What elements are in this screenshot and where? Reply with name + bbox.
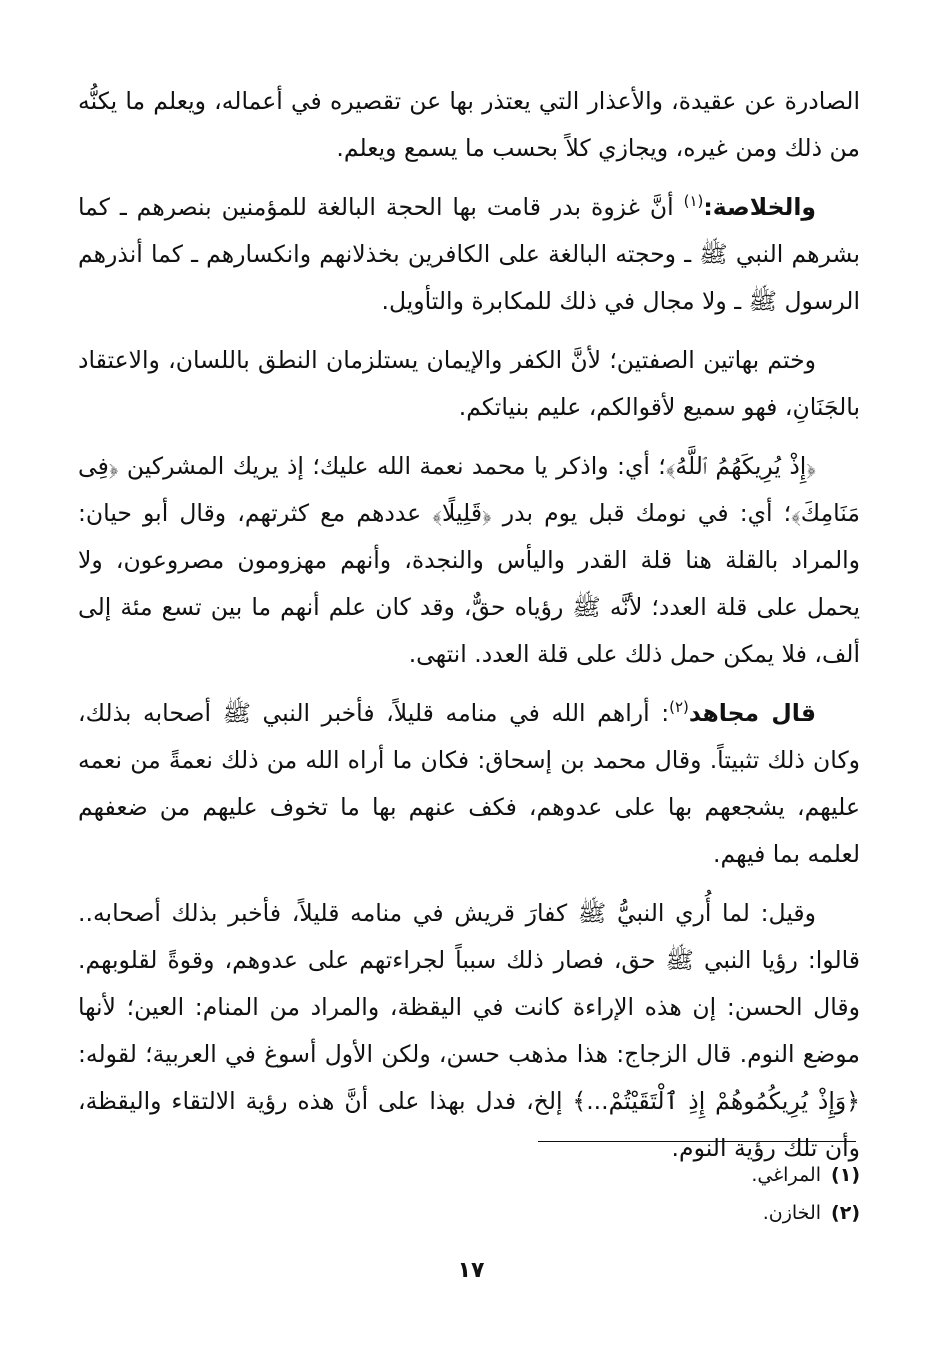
footnote-1	[540, 1156, 860, 1194]
paragraph-text: وختم بهاتين الصفتين؛ لأنَّ الكفر والإيمان يستلزمان النطق باللسان، والاعتقاد بالجَنَانِ، فهو سميع لأقوالكم، عليم بنياتكم.	[78, 346, 860, 421]
paragraph-6	[78, 890, 860, 1172]
footnote-text: المراغي.	[751, 1164, 822, 1186]
footnote-separator	[538, 1141, 856, 1142]
paragraph-text: ﴿إِذْ يُرِيكَهُمُ ٱللَّهُ﴾؛ أي: واذكر يا محمد نعمة الله عليك؛ إذ يريك المشركين ﴿فِى مَنَامِكَ﴾؛ أي: في نومك قبل يوم بدر ﴿قَلِيلًا﴾ عددهم مع كثرتهم، وقال أبو حيان: والمراد بالقلة هنا قلة القدر واليأس والنجدة، وأنهم مهزومون مصروعون، ولا يحمل على قلة العدد؛ لأنَّه ﷺ رؤياه حقٌّ، وقد كان علم أنهم ما بين تسع مئة إلى ألف، فلا يمكن حمل ذلك على قلة العدد. انتهى.	[78, 452, 860, 668]
paragraph-lead: والخلاصة:	[703, 193, 816, 221]
footnote-2	[540, 1194, 860, 1232]
paragraph-4	[78, 443, 860, 678]
paragraph-3	[78, 337, 860, 431]
paragraph-text: وقيل: لما أُري النبيُّ ﷺ كفارَ قريش في منامه قليلاً، فأخبر بذلك أصحابه.. قالوا: رؤيا النبي ﷺ حق، فصار ذلك سبباً لجراءتهم على عدوهم، وقوةً لقلوبهم. وقال الحسن: إن هذه الإراءة كانت في اليقظة، والمراد من المنام: العين؛ لأنها موضع النوم. قال الزجاج: هذا مذهب حسن، ولكن الأول أسوغ في العربية؛ لقوله: ﴿وَإِذْ يُرِيكُمُوهُمْ إِذِ ٱلْتَقَيْتُمْ...﴾ إلخ، فدل بهذا على أنَّ هذه رؤية الالتقاء واليقظة، وأن تلك رؤية النوم.	[78, 899, 860, 1162]
paragraph-1	[78, 78, 860, 172]
footnote-text: الخازن.	[762, 1202, 822, 1224]
paragraph-text: الصادرة عن عقيدة، والأعذار التي يعتذر بها عن تقصيره في أعماله، ويعلم ما يكنُّه من ذلك ومن غيره، ويجازي كلاً بحسب ما يسمع ويعلم.	[78, 87, 860, 162]
footnotes	[540, 1156, 860, 1232]
page-body	[78, 78, 860, 1184]
paragraph-text: : أراهم الله في منامه قليلاً، فأخبر النبي ﷺ أصحابه بذلك، وكان ذلك تثبيتاً. وقال محمد بن إسحاق: فكان ما أراه الله من ذلك نعمةً من نعمه عليهم، يشجعهم بها على عدوهم، فكف عنهم بها ما تخوف عليهم من ضعفهم لعلمه بما فيهم.	[78, 699, 860, 868]
paragraph-5	[78, 690, 860, 878]
footnote-marker: (٢)	[669, 698, 689, 717]
page-number: ١٧	[457, 1258, 485, 1283]
paragraph-2	[78, 184, 860, 325]
paragraph-text: أنَّ غزوة بدر قامت بها الحجة البالغة للمؤمنين بنصرهم ـ كما بشرهم النبي ﷺ ـ وحجته البالغة على الكافرين بخذلانهم وانكسارهم ـ كما أنذرهم الرسول ﷺ ـ ولا مجال في ذلك للمكابرة والتأويل.	[78, 193, 860, 315]
footnote-number: (١)	[831, 1164, 860, 1186]
footnote-number: (٢)	[831, 1202, 860, 1224]
footnote-marker: (١)	[683, 192, 704, 211]
paragraph-lead: قال مجاهد	[688, 699, 816, 727]
